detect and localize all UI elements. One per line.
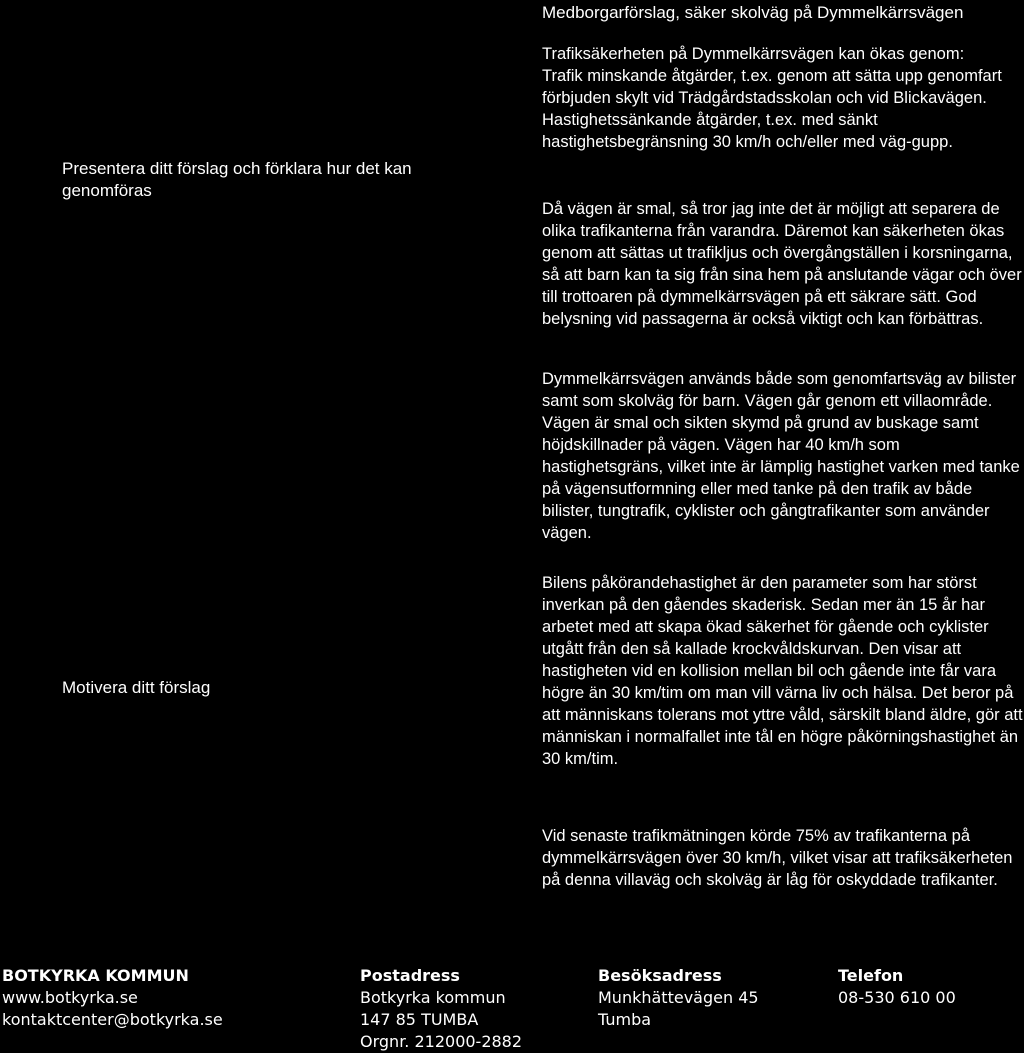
footer-telefon-number: 08-530 610 00 bbox=[838, 988, 956, 1007]
footer-org bbox=[2, 965, 223, 1031]
footer-email-link[interactable]: kontaktcenter@botkyrka.se bbox=[2, 1010, 223, 1029]
footer-telefon-heading: Telefon bbox=[838, 966, 904, 985]
motivera-block-3 bbox=[542, 825, 1024, 891]
footer-postadress bbox=[360, 965, 522, 1053]
paragraph: Hastighetssänkande åtgärder, t.ex. med sänkt hastighetsbegränsning 30 km/h och/eller med väg-gupp. bbox=[542, 111, 953, 151]
footer-org-heading: BOTKYRKA KOMMUN bbox=[2, 966, 189, 985]
footer-besoksadress-heading: Besöksadress bbox=[598, 966, 722, 985]
footer-besoksadress-line: Tumba bbox=[598, 1010, 652, 1029]
footer-postadress-line: Orgnr. 212000-2882 bbox=[360, 1032, 523, 1051]
paragraph: Trafik minskande åtgärder, t.ex. genom att sätta upp genomfart förbjuden skylt vid Trädgårdstadsskolan och vid Blickavägen. bbox=[542, 67, 1002, 107]
presentera-block-1 bbox=[542, 43, 1024, 153]
paragraph: Trafiksäkerheten på Dymmelkärrsvägen kan ökas genom: bbox=[542, 45, 965, 63]
footer-postadress-line: 147 85 TUMBA bbox=[360, 1010, 479, 1029]
paragraph: Vid senaste trafikmätningen körde 75% av trafikanterna på dymmelkärrsvägen över 30 km/h, vilket visar att trafiksäkerheten på denna villaväg och skolväg är låg för oskyddade trafikanter. bbox=[542, 827, 1013, 889]
footer-postadress-line: Botkyrka kommun bbox=[360, 988, 506, 1007]
footer-website-link[interactable]: www.botkyrka.se bbox=[2, 988, 138, 1007]
footer-postadress-heading: Postadress bbox=[360, 966, 460, 985]
label-motivera: Motivera ditt förslag bbox=[62, 678, 211, 697]
paragraph: Då vägen är smal, så tror jag inte det är möjligt att separera de olika trafikanterna från varandra. Däremot kan säkerheten ökas genom att sättas ut trafikljus och övergångställen i korsningarna, så att barn kan ta sig från sina hem på anslutande vägar och över till trottoaren på dymmelkärrsvägen på ett säkrare sätt. God belysning vid passagerna är också viktigt och kan förbättras. bbox=[542, 200, 1022, 328]
document-title: Medborgarförslag, säker skolväg på Dymmelkärrsvägen bbox=[542, 3, 964, 22]
label-presentera: Presentera ditt förslag och förklara hur det kan genomföras bbox=[62, 159, 412, 200]
footer-besoksadress-line: Munkhättevägen 45 bbox=[598, 988, 759, 1007]
footer bbox=[0, 965, 1024, 1053]
motivera-block-2 bbox=[542, 572, 1024, 770]
paragraph: Dymmelkärrsvägen används både som genomfartsväg av bilister samt som skolväg för barn. Vägen går genom ett villaområde. Vägen är smal och sikten skymd på grund av buskage samt höjdskillnader på vägen. Vägen har 40 km/h som hastighetsgräns, vilket inte är lämplig hastighet varken med tanke på vägensutformning eller med tanke på den trafik av både bilister, tungtrafik, cyklister och gångtrafikanter som använder vägen. bbox=[542, 370, 1020, 542]
footer-telefon bbox=[838, 965, 956, 1009]
paragraph: Bilens påkörandehastighet är den parameter som har störst inverkan på den gåendes skaderisk. Sedan mer än 15 år har arbetet med att skapa ökad säkerhet för gående och cyklister utgått från den så kallade krockvåldskurvan. Den visar att hastigheten vid en kollision mellan bil och gående inte får vara högre än 30 km/tim om man vill värna liv och hälsa. Det beror på att människans tolerans mot yttre våld, särskilt bland äldre, gör att människan i normalfallet inte tål en högre påkörningshastighet än 30 km/tim. bbox=[542, 574, 1023, 768]
footer-besoksadress bbox=[598, 965, 759, 1031]
presentera-block-2 bbox=[542, 198, 1024, 330]
motivera-block-1 bbox=[542, 368, 1024, 544]
